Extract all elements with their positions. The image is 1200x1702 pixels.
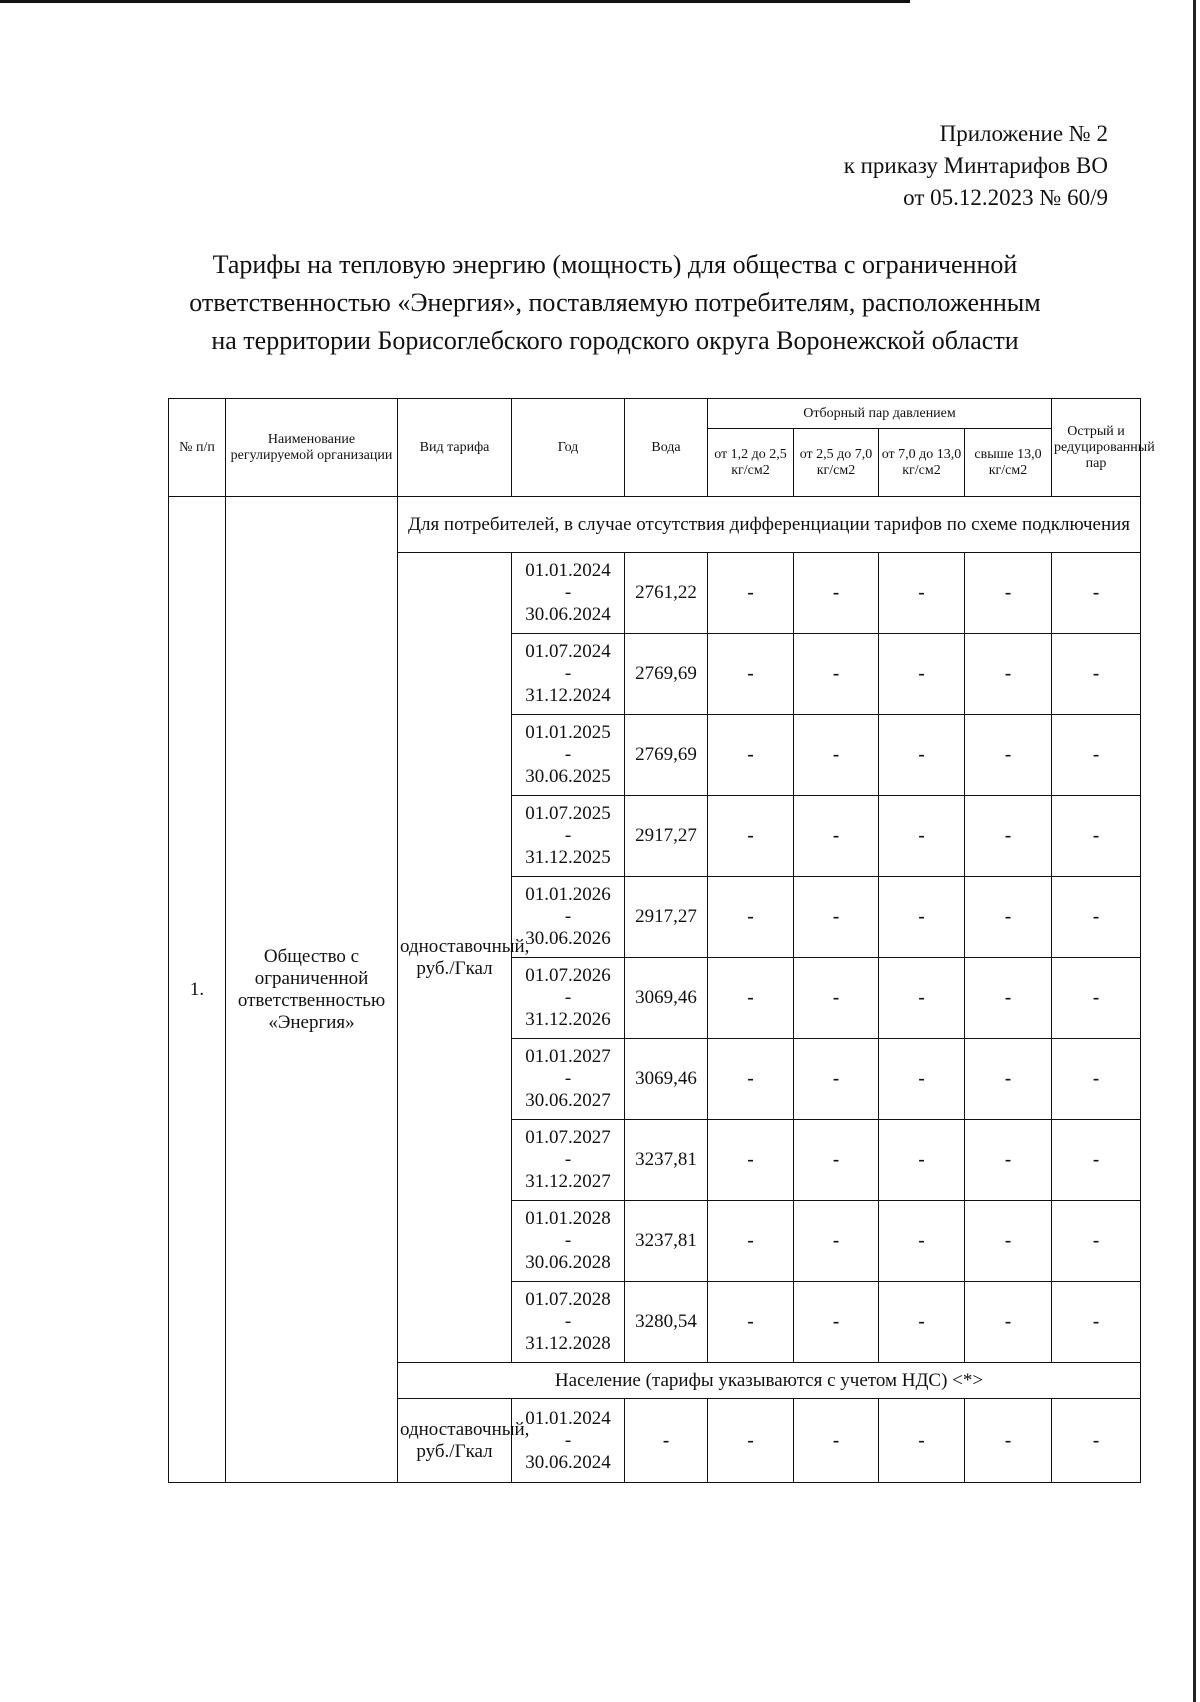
period-cell [512,1201,625,1282]
document-title [150,246,1080,360]
tariff-type: одноставочный, руб./Гкал [398,553,512,1363]
period-end: 30.06.2024 [525,604,611,625]
title-line-2: ответственностью «Энергия», поставляемую потребителям, расположенным [189,288,1041,317]
dash-cell: - [794,715,879,796]
water-tariff: 2917,27 [625,796,708,877]
period-start: 01.01.2024 [525,560,611,581]
organization-name: Общество с ограниченной ответственностью «Энергия» [226,497,398,1483]
title-line-1: Тарифы на тепловую энергию (мощность) для общества с ограниченной [212,250,1018,279]
period-dash: - [564,906,572,927]
period-end: 31.12.2024 [525,685,611,706]
period-start: 01.07.2027 [525,1127,611,1148]
period-dash: - [564,582,572,603]
dash-cell: - [1052,958,1141,1039]
water-tariff: 2761,22 [625,553,708,634]
dash-cell: - [794,553,879,634]
header-num: № п/п [169,399,226,497]
water-tariff: 2769,69 [625,634,708,715]
period-cell [512,634,625,715]
dash-cell: - [794,1120,879,1201]
dash-cell: - [1052,1399,1141,1483]
header-water: Вода [625,399,708,497]
dash-cell: - [879,553,965,634]
water-tariff: 3237,81 [625,1120,708,1201]
period-dash: - [564,825,572,846]
dash-cell: - [879,1399,965,1483]
dash-cell: - [965,877,1052,958]
period-dash: - [564,663,572,684]
dash-cell: - [965,1282,1052,1363]
row-number: 1. [169,497,226,1483]
period-start: 01.01.2026 [525,884,611,905]
period-end: 30.06.2026 [525,928,611,949]
water-tariff: - [625,1399,708,1483]
dash-cell: - [965,634,1052,715]
period-end: 31.12.2026 [525,1009,611,1030]
dash-cell: - [708,715,794,796]
period-dash: - [564,1230,572,1251]
dash-cell: - [794,958,879,1039]
dash-cell: - [965,553,1052,634]
dash-cell: - [879,1201,965,1282]
dash-cell: - [965,1039,1052,1120]
period-start: 01.07.2026 [525,965,611,986]
tariffs-table [168,398,1155,1483]
appendix-line-3: от 05.12.2023 № 60/9 [903,185,1108,210]
dash-cell: - [879,1120,965,1201]
dash-cell: - [879,958,965,1039]
dash-cell: - [965,1120,1052,1201]
dash-cell: - [1052,877,1141,958]
section-consumers: Для потребителей, в случае отсутствия дифференциации тарифов по схеме подключения [398,497,1141,553]
period-dash: - [564,1149,572,1170]
title-line-3: на территории Борисоглебского городского округа Воронежской области [211,326,1019,355]
water-tariff: 3069,46 [625,1039,708,1120]
dash-cell: - [708,1039,794,1120]
period-end: 30.06.2028 [525,1252,611,1273]
period-dash: - [564,1311,572,1332]
period-dash: - [564,1068,572,1089]
dash-cell: - [708,877,794,958]
dash-cell: - [1052,715,1141,796]
period-end: 31.12.2025 [525,847,611,868]
water-tariff: 3280,54 [625,1282,708,1363]
section-population: Население (тарифы указываются с учетом НДС) <*> [398,1363,1141,1399]
dash-cell: - [879,877,965,958]
dash-cell: - [708,553,794,634]
period-start: 01.01.2025 [525,722,611,743]
period-cell [512,1120,625,1201]
header-org: Наименование регулируемой организации [226,399,398,497]
period-start: 01.01.2028 [525,1208,611,1229]
dash-cell: - [708,1282,794,1363]
period-cell [512,796,625,877]
dash-cell: - [794,1201,879,1282]
scan-border-top [0,0,910,3]
dash-cell: - [1052,1039,1141,1120]
period-cell [512,958,625,1039]
dash-cell: - [965,958,1052,1039]
appendix-line-2: к приказу Минтарифов ВО [843,153,1108,178]
dash-cell: - [794,877,879,958]
period-end: 31.12.2027 [525,1171,611,1192]
header-steam-2: от 2,5 до 7,0 кг/см2 [794,429,879,497]
period-start: 01.07.2025 [525,803,611,824]
dash-cell: - [708,1399,794,1483]
water-tariff: 2769,69 [625,715,708,796]
header-tariff-type: Вид тарифа [398,399,512,497]
header-sharp-steam: Острый и редуцированный пар [1052,399,1141,497]
dash-cell: - [794,1282,879,1363]
dash-cell: - [1052,1120,1141,1201]
period-cell [512,1039,625,1120]
period-cell [512,553,625,634]
dash-cell: - [794,1039,879,1120]
dash-cell: - [794,796,879,877]
dash-cell: - [1052,634,1141,715]
header-year: Год [512,399,625,497]
period-cell [512,715,625,796]
period-end: 31.12.2028 [525,1333,611,1354]
dash-cell: - [965,715,1052,796]
dash-cell: - [879,1039,965,1120]
dash-cell: - [879,715,965,796]
dash-cell: - [1052,796,1141,877]
appendix-line-1: Приложение № 2 [939,121,1108,146]
period-dash: - [564,744,572,765]
header-steam-3: от 7,0 до 13,0 кг/см2 [879,429,965,497]
dash-cell: - [1052,1282,1141,1363]
header-steam-group: Отборный пар давлением [708,399,1052,429]
period-cell [512,877,625,958]
dash-cell: - [708,796,794,877]
dash-cell: - [879,1282,965,1363]
period-dash: - [564,1429,572,1451]
header-steam-4: свыше 13,0 кг/см2 [965,429,1052,497]
dash-cell: - [965,1201,1052,1282]
dash-cell: - [708,1120,794,1201]
dash-cell: - [708,958,794,1039]
scan-border-right [1193,0,1196,1702]
dash-cell: - [879,634,965,715]
period-start: 01.01.2027 [525,1046,611,1067]
water-tariff: 2917,27 [625,877,708,958]
dash-cell: - [965,796,1052,877]
period-start: 01.07.2028 [525,1289,611,1310]
dash-cell: - [879,796,965,877]
water-tariff: 3237,81 [625,1201,708,1282]
dash-cell: - [794,634,879,715]
period-dash: - [564,987,572,1008]
period-end: 30.06.2024 [525,1451,611,1473]
dash-cell: - [794,1399,879,1483]
period-end: 30.06.2025 [525,766,611,787]
period-end: 30.06.2027 [525,1090,611,1111]
dash-cell: - [708,1201,794,1282]
period-start: 01.07.2024 [525,641,611,662]
tariff-type: одноставочный, руб./Гкал [398,1399,512,1483]
dash-cell: - [1052,553,1141,634]
water-tariff: 3069,46 [625,958,708,1039]
appendix-reference [844,118,1108,214]
dash-cell: - [1052,1201,1141,1282]
period-start: 01.01.2024 [525,1407,611,1429]
dash-cell: - [965,1399,1052,1483]
header-steam-1: от 1,2 до 2,5 кг/см2 [708,429,794,497]
period-cell [512,1399,625,1483]
period-cell [512,1282,625,1363]
dash-cell: - [708,634,794,715]
